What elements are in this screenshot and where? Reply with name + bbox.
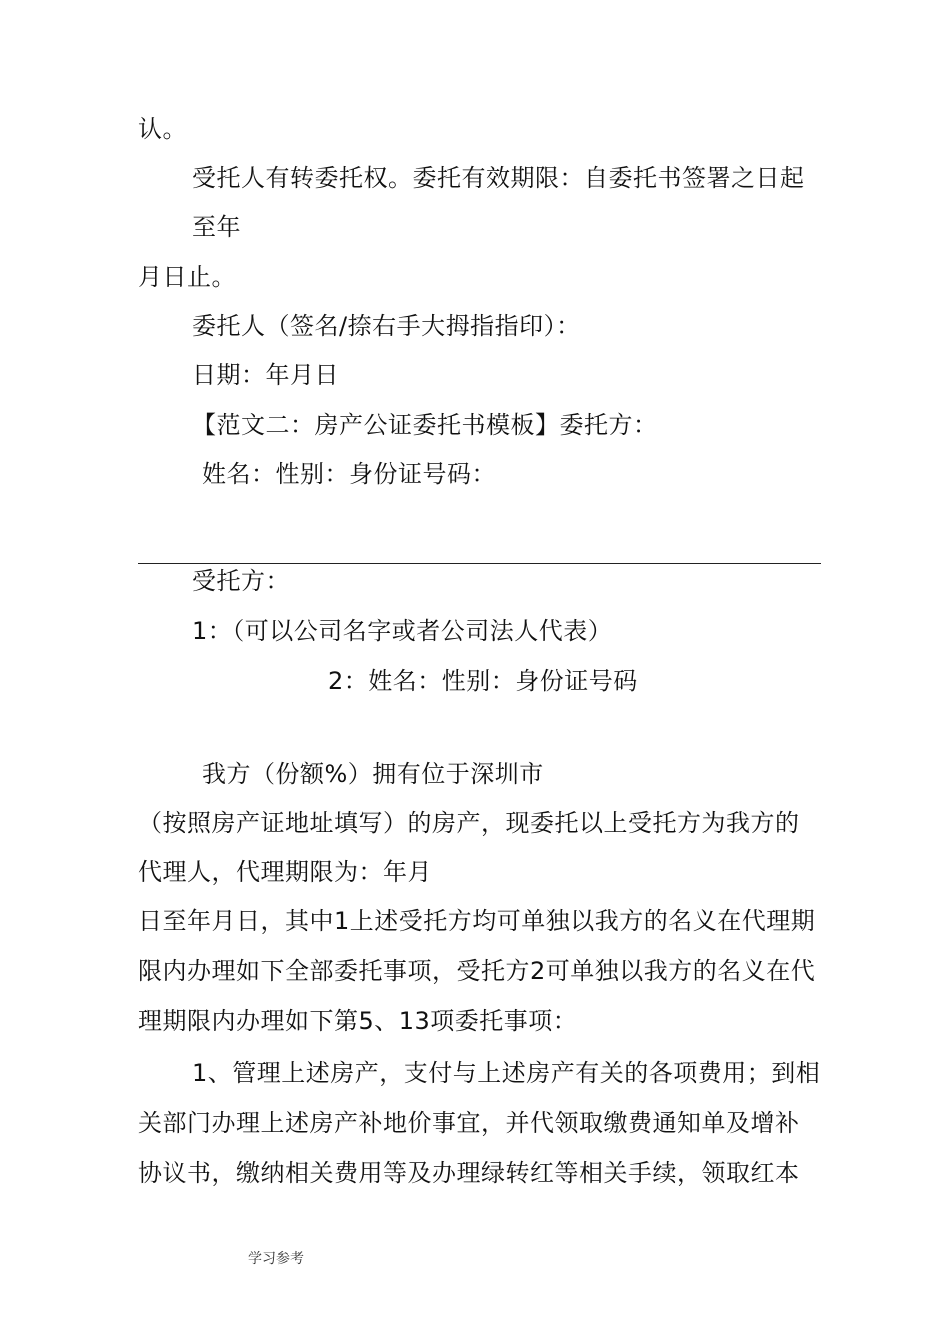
text-line: 日期：年月日	[192, 361, 339, 389]
text-line: 限内办理如下全部委托事项，受托方2可单独以我方的名义在代	[138, 957, 816, 985]
text-line: 代理人，代理期限为：年月	[138, 858, 432, 886]
text-line: 我方（份额%）拥有位于深圳市	[202, 760, 544, 788]
text-line: 受托人有转委托权。委托有效期限：自委托书签署之日起	[192, 164, 805, 192]
text-line: 关部门办理上述房产补地价事宜，并代领取缴费通知单及增补	[138, 1109, 800, 1137]
text-line: 认。	[138, 115, 187, 143]
text-line: 月日止。	[138, 263, 236, 291]
text-line: 协议书，缴纳相关费用等及办理绿转红等相关手续，领取红本	[138, 1159, 800, 1187]
text-line: 日至年月日，其中1上述受托方均可单独以我方的名义在代理期	[138, 907, 816, 935]
text-line: 至年	[192, 213, 241, 241]
text-line: 委托人（签名/捺右手大拇指指印）：	[192, 312, 581, 340]
text-line: 1：（可以公司名字或者公司法人代表）	[192, 617, 613, 645]
text-line: （按照房产证地址填写）的房产，现委托以上受托方为我方的	[138, 809, 800, 837]
page-footer: 学习参考	[248, 1251, 304, 1267]
signature-line	[138, 563, 821, 564]
text-line: 受托方：	[192, 567, 290, 595]
text-line: 2：姓名：性别：身份证号码	[328, 667, 638, 695]
text-line: 姓名：性别：身份证号码：	[202, 460, 496, 488]
section-heading: 【范文二：房产公证委托书模板】委托方：	[192, 411, 658, 439]
text-line: 理期限内办理如下第5、13项委托事项：	[138, 1007, 578, 1035]
text-line: 1、管理上述房产，支付与上述房产有关的各项费用；到相	[192, 1059, 821, 1087]
